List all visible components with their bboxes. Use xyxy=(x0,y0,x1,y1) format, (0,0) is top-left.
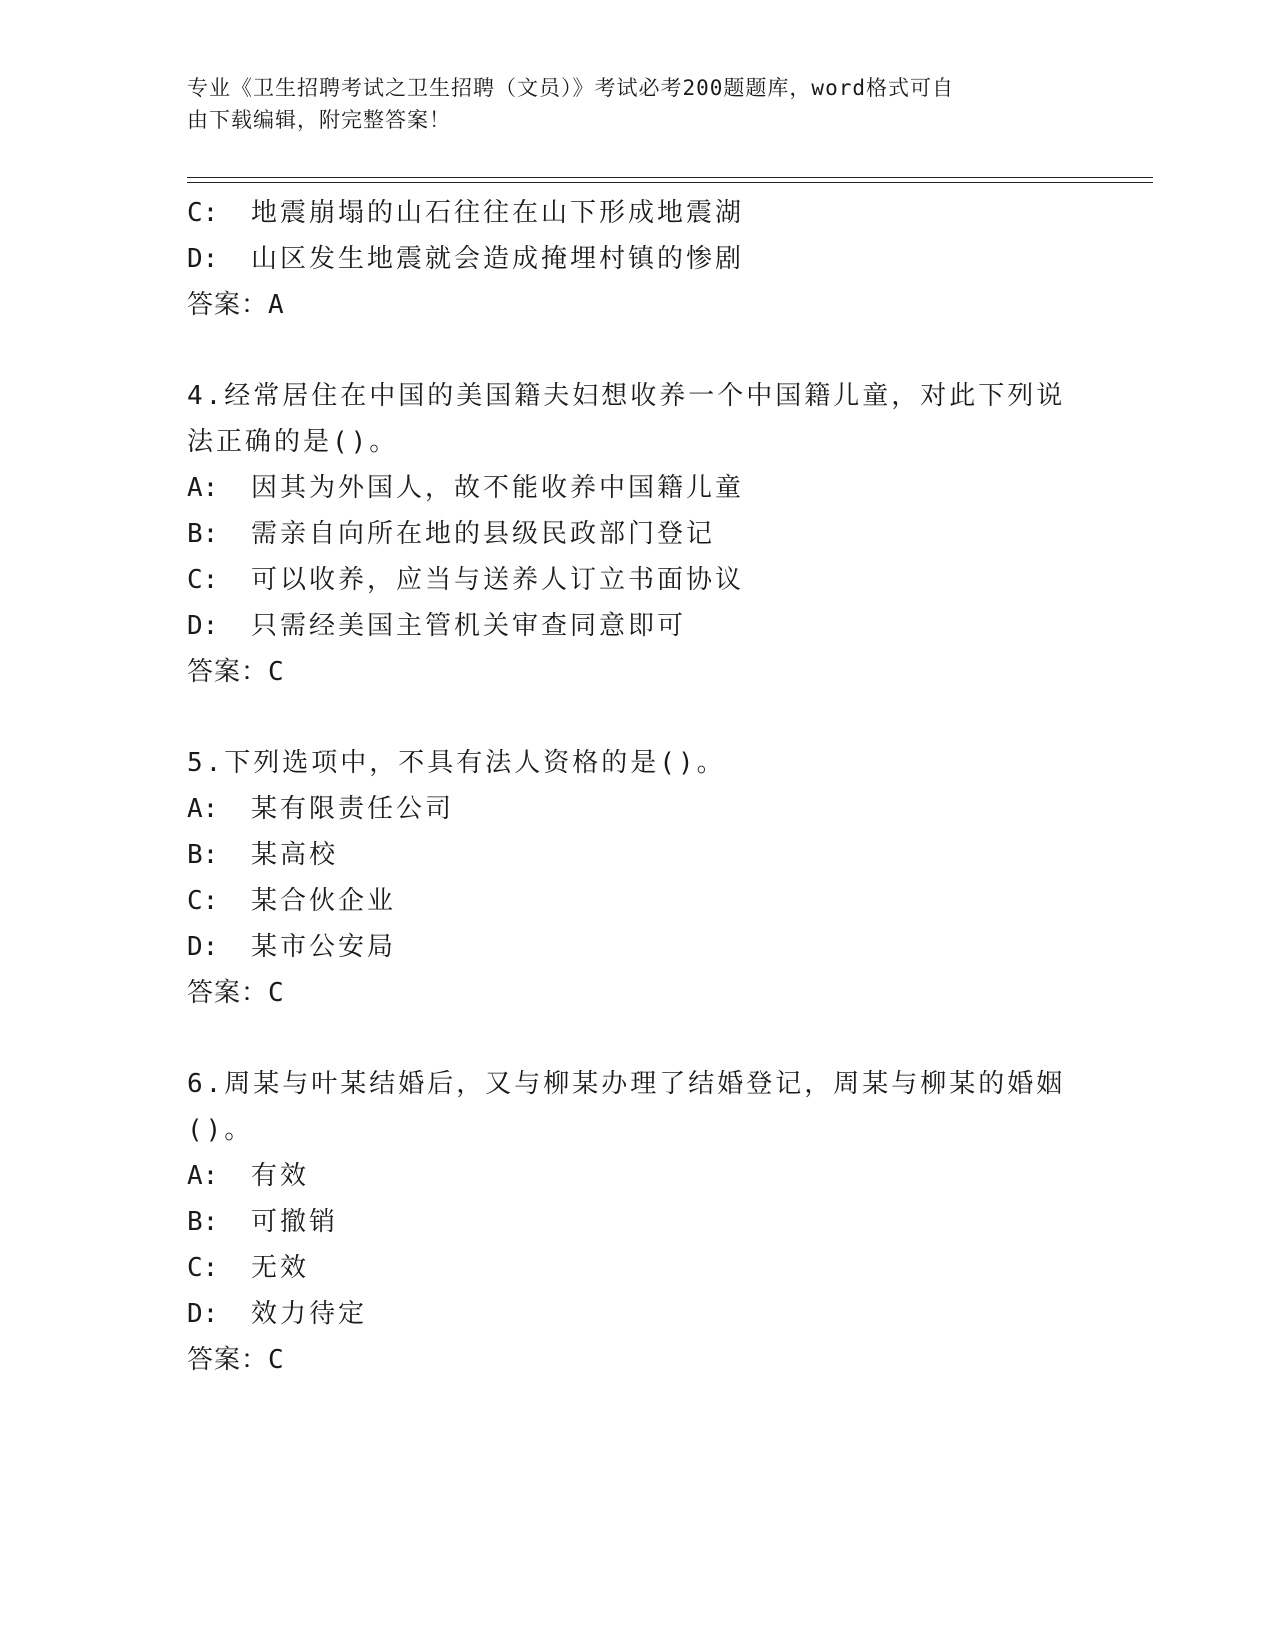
option-letter: B: xyxy=(187,1207,219,1237)
option-text: 需亲自向所在地的县级民政部门登记 xyxy=(250,519,715,549)
option-row xyxy=(187,236,1087,282)
option-letter: C: xyxy=(187,565,219,595)
option-row xyxy=(187,603,1087,649)
option-row xyxy=(187,557,1087,603)
carryover-question xyxy=(187,190,1087,328)
option-row xyxy=(187,1245,1087,1291)
header-divider-bottom xyxy=(187,182,1153,183)
option-text: 地震崩塌的山石往往在山下形成地震湖 xyxy=(250,198,744,228)
header-divider-top xyxy=(187,177,1153,178)
question-6 xyxy=(187,1061,1087,1383)
option-text: 因其为外国人，故不能收养中国籍儿童 xyxy=(250,473,744,503)
question-stem-line: ()。 xyxy=(187,1115,254,1145)
option-letter: C: xyxy=(187,886,219,916)
option-text: 某合伙企业 xyxy=(250,886,396,916)
header-line-2: 由下载编辑，附完整答案！ xyxy=(187,108,451,132)
option-text: 山区发生地震就会造成掩埋村镇的惨剧 xyxy=(250,244,744,274)
option-text: 无效 xyxy=(250,1253,309,1283)
option-letter: D: xyxy=(187,244,219,274)
option-text: 某市公安局 xyxy=(250,932,396,962)
option-row xyxy=(187,190,1087,236)
answer-line: 答案：C xyxy=(187,978,285,1008)
option-text: 可撤销 xyxy=(250,1207,338,1237)
question-4 xyxy=(187,373,1087,695)
question-stem-line: 5.下列选项中，不具有法人资格的是()。 xyxy=(187,748,726,778)
option-text: 某有限责任公司 xyxy=(250,794,454,824)
document-header xyxy=(187,72,1067,136)
option-letter: D: xyxy=(187,932,219,962)
option-row xyxy=(187,511,1087,557)
option-letter: D: xyxy=(187,1299,219,1329)
answer-line: 答案：A xyxy=(187,290,285,320)
option-letter: A: xyxy=(187,794,219,824)
option-text: 效力待定 xyxy=(250,1299,367,1329)
option-row xyxy=(187,465,1087,511)
question-stem-line: 4.经常居住在中国的美国籍夫妇想收养一个中国籍儿童，对此下列说 xyxy=(187,381,1066,411)
option-letter: A: xyxy=(187,1161,219,1191)
option-letter: D: xyxy=(187,611,219,641)
header-line-1: 专业《卫生招聘考试之卫生招聘（文员）》考试必考200题题库，word格式可自 xyxy=(187,76,954,100)
option-row xyxy=(187,786,1087,832)
question-list xyxy=(187,190,1087,1383)
option-letter: B: xyxy=(187,519,219,549)
option-letter: B: xyxy=(187,840,219,870)
option-text: 某高校 xyxy=(250,840,338,870)
option-row xyxy=(187,1153,1087,1199)
question-stem-line: 6.周某与叶某结婚后，又与柳某办理了结婚登记，周某与柳某的婚姻 xyxy=(187,1069,1066,1099)
option-row xyxy=(187,1199,1087,1245)
question-stem-line: 法正确的是()。 xyxy=(187,427,399,457)
option-row xyxy=(187,1291,1087,1337)
option-row xyxy=(187,924,1087,970)
question-5 xyxy=(187,740,1087,1016)
option-letter: A: xyxy=(187,473,219,503)
answer-line: 答案：C xyxy=(187,1345,285,1375)
option-letter: C: xyxy=(187,198,219,228)
option-text: 有效 xyxy=(250,1161,309,1191)
option-text: 只需经美国主管机关审查同意即可 xyxy=(250,611,686,641)
option-row xyxy=(187,878,1087,924)
option-row xyxy=(187,832,1087,878)
option-letter: C: xyxy=(187,1253,219,1283)
option-text: 可以收养，应当与送养人订立书面协议 xyxy=(250,565,744,595)
answer-line: 答案：C xyxy=(187,657,285,687)
